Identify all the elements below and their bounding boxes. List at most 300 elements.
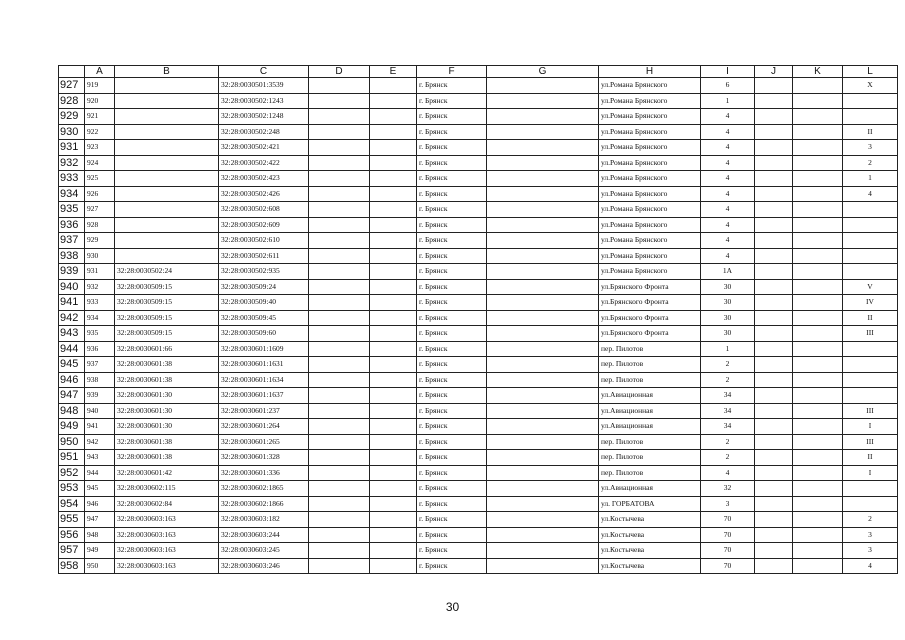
- cell-f: г. Брянск: [417, 558, 487, 574]
- cell-e: [370, 233, 417, 249]
- spreadsheet-table: [58, 65, 898, 574]
- cell-l: [843, 388, 898, 404]
- cell-a: 935: [85, 326, 115, 342]
- cell-g: [487, 481, 599, 497]
- cell-a: 941: [85, 419, 115, 435]
- row-number: 943: [59, 326, 85, 342]
- cell-a: 944: [85, 465, 115, 481]
- cell-d: [309, 403, 370, 419]
- cell-g: [487, 465, 599, 481]
- row-number: 931: [59, 140, 85, 156]
- cell-h: ул.Романа Брянского: [599, 78, 701, 94]
- cell-f: г. Брянск: [417, 78, 487, 94]
- cell-e: [370, 264, 417, 280]
- row-number: 944: [59, 341, 85, 357]
- cell-a: 923: [85, 140, 115, 156]
- cell-c: 32:28:0030502:608: [219, 202, 309, 218]
- cell-i: 4: [701, 109, 755, 125]
- cell-b: [115, 171, 219, 187]
- row-number: 927: [59, 78, 85, 94]
- cell-e: [370, 326, 417, 342]
- cell-f: г. Брянск: [417, 419, 487, 435]
- cell-k: [793, 326, 843, 342]
- cell-k: [793, 248, 843, 264]
- cell-j: [755, 450, 793, 466]
- cell-h: ул.Романа Брянского: [599, 202, 701, 218]
- cell-l: [843, 481, 898, 497]
- cell-f: г. Брянск: [417, 279, 487, 295]
- cell-e: [370, 279, 417, 295]
- cell-h: ул.Романа Брянского: [599, 140, 701, 156]
- cell-c: 32:28:0030502:423: [219, 171, 309, 187]
- cell-j: [755, 310, 793, 326]
- cell-a: 926: [85, 186, 115, 202]
- cell-i: 2: [701, 357, 755, 373]
- cell-g: [487, 527, 599, 543]
- cell-a: 940: [85, 403, 115, 419]
- table-row: [59, 558, 898, 574]
- cell-i: 70: [701, 543, 755, 559]
- cell-j: [755, 124, 793, 140]
- cell-g: [487, 372, 599, 388]
- cell-c: 32:28:0030502:1243: [219, 93, 309, 109]
- cell-j: [755, 279, 793, 295]
- cell-f: г. Брянск: [417, 93, 487, 109]
- cell-f: г. Брянск: [417, 202, 487, 218]
- cell-g: [487, 434, 599, 450]
- cell-h: ул.Романа Брянского: [599, 171, 701, 187]
- cell-k: [793, 264, 843, 280]
- cell-g: [487, 388, 599, 404]
- table-row: [59, 202, 898, 218]
- cell-b: [115, 217, 219, 233]
- cell-a: 930: [85, 248, 115, 264]
- cell-l: [843, 264, 898, 280]
- cell-j: [755, 202, 793, 218]
- cell-h: ул.Брянского Фронта: [599, 310, 701, 326]
- cell-f: г. Брянск: [417, 124, 487, 140]
- cell-e: [370, 527, 417, 543]
- table-row: [59, 155, 898, 171]
- cell-d: [309, 481, 370, 497]
- table-row: [59, 357, 898, 373]
- cell-k: [793, 496, 843, 512]
- cell-l: III: [843, 326, 898, 342]
- table-row: [59, 450, 898, 466]
- cell-a: 949: [85, 543, 115, 559]
- cell-i: 70: [701, 512, 755, 528]
- cell-d: [309, 310, 370, 326]
- cell-k: [793, 465, 843, 481]
- row-number: 942: [59, 310, 85, 326]
- table-row: [59, 78, 898, 94]
- cell-f: г. Брянск: [417, 357, 487, 373]
- cell-h: ул.Авиационная: [599, 388, 701, 404]
- cell-f: г. Брянск: [417, 264, 487, 280]
- row-number: 933: [59, 171, 85, 187]
- cell-k: [793, 341, 843, 357]
- cell-h: ул.Романа Брянского: [599, 248, 701, 264]
- cell-j: [755, 496, 793, 512]
- cell-e: [370, 248, 417, 264]
- table-row: [59, 419, 898, 435]
- table-row: [59, 326, 898, 342]
- row-number: 935: [59, 202, 85, 218]
- cell-j: [755, 326, 793, 342]
- cell-c: 32:28:0030502:426: [219, 186, 309, 202]
- cell-k: [793, 171, 843, 187]
- cell-f: г. Брянск: [417, 140, 487, 156]
- cell-d: [309, 186, 370, 202]
- cell-d: [309, 217, 370, 233]
- cell-e: [370, 465, 417, 481]
- cell-j: [755, 186, 793, 202]
- cell-k: [793, 155, 843, 171]
- cell-j: [755, 388, 793, 404]
- cell-a: 942: [85, 434, 115, 450]
- cell-f: г. Брянск: [417, 155, 487, 171]
- column-header: G: [487, 66, 599, 78]
- cell-c: 32:28:0030502:248: [219, 124, 309, 140]
- cell-k: [793, 202, 843, 218]
- cell-f: г. Брянск: [417, 217, 487, 233]
- cell-j: [755, 248, 793, 264]
- cell-a: 920: [85, 93, 115, 109]
- cell-l: [843, 93, 898, 109]
- table-row: [59, 543, 898, 559]
- cell-l: [843, 372, 898, 388]
- cell-d: [309, 388, 370, 404]
- cell-h: ул.Романа Брянского: [599, 217, 701, 233]
- cell-e: [370, 512, 417, 528]
- cell-d: [309, 124, 370, 140]
- cell-j: [755, 481, 793, 497]
- cell-i: 4: [701, 155, 755, 171]
- cell-j: [755, 217, 793, 233]
- cell-c: 32:28:0030501:3539: [219, 78, 309, 94]
- cell-k: [793, 357, 843, 373]
- cell-f: г. Брянск: [417, 341, 487, 357]
- cell-j: [755, 78, 793, 94]
- table-row: [59, 93, 898, 109]
- row-number: 951: [59, 450, 85, 466]
- cell-j: [755, 434, 793, 450]
- cell-c: 32:28:0030603:244: [219, 527, 309, 543]
- table-row: [59, 496, 898, 512]
- cell-b: 32:28:0030601:42: [115, 465, 219, 481]
- cell-e: [370, 481, 417, 497]
- cell-f: г. Брянск: [417, 326, 487, 342]
- cell-i: 2: [701, 450, 755, 466]
- cell-k: [793, 186, 843, 202]
- cell-g: [487, 326, 599, 342]
- cell-i: 30: [701, 310, 755, 326]
- cell-c: 32:28:0030601:1631: [219, 357, 309, 373]
- cell-h: ул.Романа Брянского: [599, 264, 701, 280]
- cell-h: пер. Пилотов: [599, 357, 701, 373]
- cell-g: [487, 543, 599, 559]
- row-number: 937: [59, 233, 85, 249]
- cell-j: [755, 465, 793, 481]
- cell-a: 934: [85, 310, 115, 326]
- cell-b: 32:28:0030601:38: [115, 450, 219, 466]
- cell-b: 32:28:0030509:15: [115, 326, 219, 342]
- cell-i: 2: [701, 434, 755, 450]
- cell-j: [755, 264, 793, 280]
- table-row: [59, 124, 898, 140]
- cell-b: 32:28:0030601:30: [115, 419, 219, 435]
- table-row: [59, 140, 898, 156]
- cell-b: [115, 78, 219, 94]
- cell-b: [115, 202, 219, 218]
- cell-h: ул.Романа Брянского: [599, 155, 701, 171]
- row-number: 932: [59, 155, 85, 171]
- cell-c: 32:28:0030601:264: [219, 419, 309, 435]
- cell-i: 34: [701, 388, 755, 404]
- cell-k: [793, 543, 843, 559]
- cell-l: 3: [843, 527, 898, 543]
- cell-k: [793, 217, 843, 233]
- cell-j: [755, 140, 793, 156]
- cell-i: 4: [701, 465, 755, 481]
- table-row: [59, 434, 898, 450]
- cell-g: [487, 78, 599, 94]
- cell-k: [793, 78, 843, 94]
- table-row: [59, 481, 898, 497]
- table-row: [59, 248, 898, 264]
- column-header: D: [309, 66, 370, 78]
- cell-l: 2: [843, 512, 898, 528]
- cell-i: 2: [701, 372, 755, 388]
- cell-g: [487, 217, 599, 233]
- cell-c: 32:28:0030509:60: [219, 326, 309, 342]
- cell-d: [309, 450, 370, 466]
- cell-k: [793, 372, 843, 388]
- cell-i: 1: [701, 93, 755, 109]
- column-header-row: [59, 66, 898, 78]
- cell-e: [370, 543, 417, 559]
- cell-l: V: [843, 279, 898, 295]
- cell-i: 34: [701, 419, 755, 435]
- cell-b: 32:28:0030602:84: [115, 496, 219, 512]
- table-row: [59, 233, 898, 249]
- cell-i: 30: [701, 326, 755, 342]
- cell-c: 32:28:0030502:611: [219, 248, 309, 264]
- cell-k: [793, 310, 843, 326]
- cell-b: [115, 186, 219, 202]
- row-number: 928: [59, 93, 85, 109]
- row-number: 945: [59, 357, 85, 373]
- cell-l: [843, 202, 898, 218]
- cell-a: 922: [85, 124, 115, 140]
- cell-h: ул.Романа Брянского: [599, 124, 701, 140]
- cell-e: [370, 155, 417, 171]
- cell-e: [370, 93, 417, 109]
- cell-a: 928: [85, 217, 115, 233]
- cell-j: [755, 295, 793, 311]
- column-header: E: [370, 66, 417, 78]
- column-header: A: [85, 66, 115, 78]
- cell-a: 932: [85, 279, 115, 295]
- cell-i: 4: [701, 233, 755, 249]
- cell-b: 32:28:0030603:163: [115, 543, 219, 559]
- column-header: J: [755, 66, 793, 78]
- cell-k: [793, 140, 843, 156]
- cell-g: [487, 264, 599, 280]
- column-header: K: [793, 66, 843, 78]
- table-row: [59, 310, 898, 326]
- cell-h: ул.Романа Брянского: [599, 93, 701, 109]
- row-number: 955: [59, 512, 85, 528]
- cell-g: [487, 248, 599, 264]
- cell-h: пер. Пилотов: [599, 465, 701, 481]
- cell-j: [755, 357, 793, 373]
- row-number: 950: [59, 434, 85, 450]
- cell-d: [309, 465, 370, 481]
- cell-e: [370, 419, 417, 435]
- cell-d: [309, 264, 370, 280]
- cell-k: [793, 233, 843, 249]
- cell-g: [487, 279, 599, 295]
- cell-g: [487, 109, 599, 125]
- cell-f: г. Брянск: [417, 310, 487, 326]
- cell-f: г. Брянск: [417, 248, 487, 264]
- cell-h: ул.Брянского Фронта: [599, 326, 701, 342]
- cell-k: [793, 295, 843, 311]
- cell-i: 4: [701, 124, 755, 140]
- cell-l: 4: [843, 558, 898, 574]
- cell-b: 32:28:0030509:15: [115, 310, 219, 326]
- cell-b: [115, 124, 219, 140]
- cell-h: пер. Пилотов: [599, 372, 701, 388]
- cell-g: [487, 186, 599, 202]
- table-row: [59, 527, 898, 543]
- cell-h: ул.Авиационная: [599, 481, 701, 497]
- cell-e: [370, 357, 417, 373]
- table-body: [59, 78, 898, 574]
- cell-a: 943: [85, 450, 115, 466]
- table-row: [59, 186, 898, 202]
- cell-c: 32:28:0030502:610: [219, 233, 309, 249]
- column-header: H: [599, 66, 701, 78]
- cell-j: [755, 403, 793, 419]
- cell-e: [370, 434, 417, 450]
- row-number: 930: [59, 124, 85, 140]
- cell-c: 32:28:0030601:1634: [219, 372, 309, 388]
- table-row: [59, 295, 898, 311]
- cell-d: [309, 341, 370, 357]
- cell-h: пер. Пилотов: [599, 434, 701, 450]
- cell-c: 32:28:0030509:40: [219, 295, 309, 311]
- cell-b: 32:28:0030603:163: [115, 527, 219, 543]
- cell-l: [843, 233, 898, 249]
- cell-b: 32:28:0030601:30: [115, 403, 219, 419]
- cell-k: [793, 527, 843, 543]
- cell-g: [487, 419, 599, 435]
- cell-c: 32:28:0030502:421: [219, 140, 309, 156]
- cell-j: [755, 512, 793, 528]
- cell-b: 32:28:0030602:115: [115, 481, 219, 497]
- row-number: 939: [59, 264, 85, 280]
- cell-e: [370, 450, 417, 466]
- cell-l: III: [843, 403, 898, 419]
- cell-a: 933: [85, 295, 115, 311]
- cell-i: 32: [701, 481, 755, 497]
- cell-k: [793, 558, 843, 574]
- cell-j: [755, 171, 793, 187]
- cell-f: г. Брянск: [417, 450, 487, 466]
- cell-d: [309, 543, 370, 559]
- row-number: 940: [59, 279, 85, 295]
- cell-h: ул.Авиационная: [599, 419, 701, 435]
- cell-l: II: [843, 310, 898, 326]
- cell-k: [793, 434, 843, 450]
- cell-b: 32:28:0030601:38: [115, 372, 219, 388]
- cell-a: 919: [85, 78, 115, 94]
- cell-i: 4: [701, 140, 755, 156]
- cell-c: 32:28:0030509:45: [219, 310, 309, 326]
- cell-l: 3: [843, 543, 898, 559]
- cell-l: I: [843, 419, 898, 435]
- cell-j: [755, 93, 793, 109]
- cell-f: г. Брянск: [417, 527, 487, 543]
- cell-i: 4: [701, 217, 755, 233]
- row-number-header: [59, 66, 85, 78]
- cell-k: [793, 512, 843, 528]
- cell-f: г. Брянск: [417, 465, 487, 481]
- column-header: L: [843, 66, 898, 78]
- cell-f: г. Брянск: [417, 543, 487, 559]
- cell-h: пер. Пилотов: [599, 341, 701, 357]
- cell-g: [487, 124, 599, 140]
- cell-c: 32:28:0030603:245: [219, 543, 309, 559]
- cell-g: [487, 93, 599, 109]
- cell-b: [115, 233, 219, 249]
- cell-b: 32:28:0030601:38: [115, 357, 219, 373]
- cell-d: [309, 512, 370, 528]
- cell-j: [755, 233, 793, 249]
- cell-k: [793, 450, 843, 466]
- cell-h: ул.Романа Брянского: [599, 109, 701, 125]
- cell-h: ул.Романа Брянского: [599, 186, 701, 202]
- cell-d: [309, 419, 370, 435]
- cell-h: пер. Пилотов: [599, 450, 701, 466]
- cell-i: 1А: [701, 264, 755, 280]
- cell-a: 950: [85, 558, 115, 574]
- cell-b: 32:28:0030601:38: [115, 434, 219, 450]
- cell-f: г. Брянск: [417, 295, 487, 311]
- cell-i: 70: [701, 527, 755, 543]
- cell-d: [309, 372, 370, 388]
- row-number: 954: [59, 496, 85, 512]
- cell-f: г. Брянск: [417, 372, 487, 388]
- cell-c: 32:28:0030603:182: [219, 512, 309, 528]
- cell-l: IV: [843, 295, 898, 311]
- row-number: 952: [59, 465, 85, 481]
- cell-e: [370, 202, 417, 218]
- table-row: [59, 264, 898, 280]
- cell-j: [755, 527, 793, 543]
- cell-a: 925: [85, 171, 115, 187]
- cell-f: г. Брянск: [417, 388, 487, 404]
- cell-b: 32:28:0030502:24: [115, 264, 219, 280]
- cell-e: [370, 310, 417, 326]
- cell-c: 32:28:0030601:265: [219, 434, 309, 450]
- cell-l: 2: [843, 155, 898, 171]
- row-number: 949: [59, 419, 85, 435]
- table-row: [59, 372, 898, 388]
- cell-j: [755, 372, 793, 388]
